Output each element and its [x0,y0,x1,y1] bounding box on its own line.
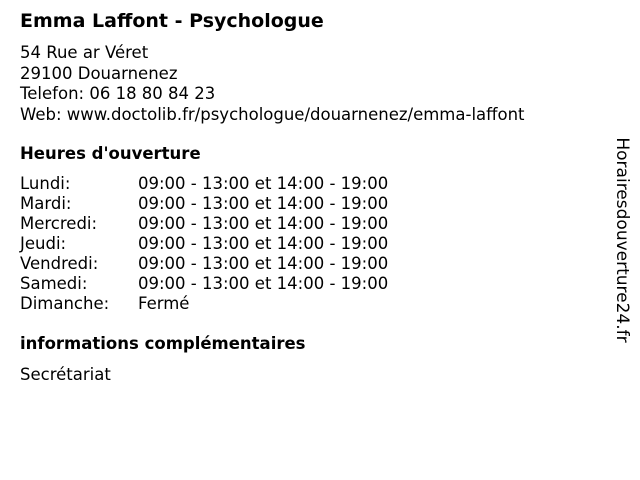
address-street: 54 Rue ar Véret [20,43,149,62]
watermark: Horairesdouverture24.fr [612,137,632,343]
hours-row-monday [20,174,388,194]
address-city: 29100 Douarnenez [20,63,178,83]
time-value: 09:00 - 13:00 et 14:00 - 19:00 [138,194,389,213]
day-label: Lundi: [20,174,71,193]
day-label: Jeudi: [20,234,67,253]
hours-heading: Heures d'ouverture [20,144,201,163]
time-value: 09:00 - 13:00 et 14:00 - 19:00 [138,174,389,193]
day-label: Samedi: [20,274,88,293]
time-value: 09:00 - 13:00 et 14:00 - 19:00 [138,254,389,273]
hours-row-sunday [20,294,388,314]
hours-row-friday [20,254,388,274]
day-label: Mercredi: [20,214,98,233]
time-value: 09:00 - 13:00 et 14:00 - 19:00 [138,234,389,253]
day-label: Mardi: [20,194,72,213]
web-line: Web: www.doctolib.fr/psychologue/douarnenez/emma-laffont [20,104,525,124]
info-heading: informations complémentaires [20,334,306,353]
time-value: 09:00 - 13:00 et 14:00 - 19:00 [138,214,389,233]
day-label: Vendredi: [20,254,99,273]
hours-table [20,174,388,314]
day-label: Dimanche: [20,294,110,313]
page-title: Emma Laffont - Psychologue [20,10,324,32]
hours-row-wednesday [20,214,388,234]
hours-row-thursday [20,234,388,254]
phone-line: Telefon: 06 18 80 84 23 [20,84,216,103]
time-value: Fermé [138,294,190,313]
contact-block [20,43,525,125]
hours-row-saturday [20,274,388,294]
info-text: Secrétariat [20,365,111,384]
hours-row-tuesday [20,194,388,214]
time-value: 09:00 - 13:00 et 14:00 - 19:00 [138,274,389,293]
